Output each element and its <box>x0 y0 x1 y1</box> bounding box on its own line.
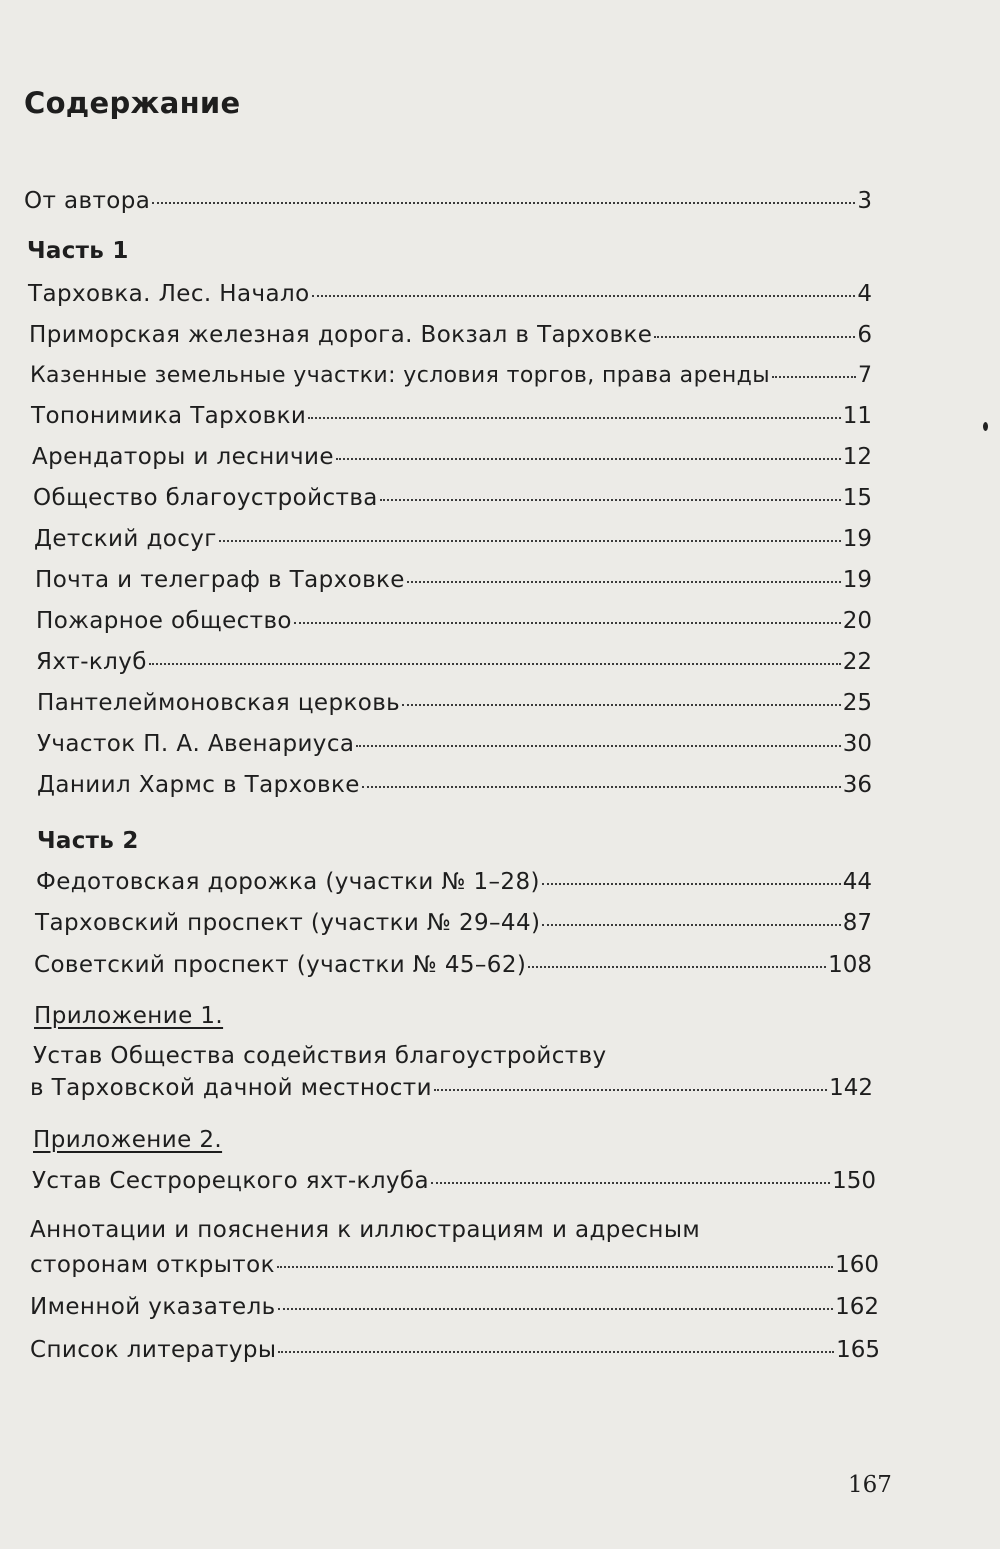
page-speck <box>983 422 988 431</box>
toc-entry-page: 36 <box>842 772 872 798</box>
toc-entry-page: 11 <box>842 403 872 429</box>
appendix1-heading: Приложение 1. <box>34 1003 224 1029</box>
toc-entry-page: 44 <box>842 869 872 895</box>
toc-entry-page: 162 <box>835 1294 879 1320</box>
toc-entry-label: в Тарховской дачной местности <box>30 1075 432 1101</box>
dot-leader <box>336 456 841 460</box>
toc-entry-page: 87 <box>842 910 872 936</box>
toc-entry <box>37 729 872 759</box>
toc-entry <box>31 401 872 431</box>
toc-entry-label: Топонимика Тарховки <box>31 403 307 429</box>
toc-entry-intro <box>24 186 872 216</box>
toc-entry-label: Даниил Хармс в Тарховке <box>37 772 360 798</box>
toc-entry-label: Общество благоустройства <box>33 485 378 511</box>
toc-entry-page: 142 <box>829 1075 873 1101</box>
toc-entry-annotations <box>30 1250 879 1280</box>
dot-leader <box>362 784 841 788</box>
toc-entry-label: Тарховский проспект (участки № 29–44) <box>35 910 541 936</box>
dot-leader <box>278 1306 833 1310</box>
dot-leader <box>434 1087 827 1091</box>
toc-entry-page: 165 <box>836 1337 880 1363</box>
toc-entry-label: Арендаторы и лесничие <box>32 444 334 470</box>
part1-heading: Часть 1 <box>27 238 129 264</box>
dot-leader <box>542 881 841 885</box>
dot-leader <box>431 1180 830 1184</box>
toc-entry-label: Федотовская дорожка (участки № 1–28) <box>36 869 540 895</box>
toc-entry-page: 20 <box>842 608 872 634</box>
toc-entry-label: Детский досуг <box>34 526 217 552</box>
toc-entry <box>37 770 872 800</box>
toc-entry-page: 22 <box>842 649 872 675</box>
toc-entry <box>36 647 872 677</box>
toc-entry-label: Участок П. А. Авенариуса <box>37 731 355 757</box>
toc-entry <box>29 320 872 350</box>
dot-leader <box>407 579 841 583</box>
toc-entry <box>30 361 872 391</box>
toc-entry <box>37 688 872 718</box>
dot-leader <box>277 1264 833 1268</box>
toc-entry <box>36 867 872 897</box>
toc-entry-page: 30 <box>842 731 872 757</box>
toc-entry-page: 19 <box>842 526 872 552</box>
dot-leader <box>312 293 856 297</box>
toc-entry-bibliography <box>30 1335 880 1365</box>
page-title: Содержание <box>24 86 241 120</box>
dot-leader <box>149 661 841 665</box>
dot-leader <box>152 200 855 204</box>
toc-entry-label: сторонам открыток <box>30 1252 275 1278</box>
toc-entry-page: 108 <box>828 952 872 978</box>
toc-entry-label: Пожарное общество <box>36 608 292 634</box>
dot-leader <box>356 743 840 747</box>
toc-entry-page: 4 <box>857 281 872 307</box>
toc-entry <box>28 279 872 309</box>
toc-entry-page: 25 <box>842 690 872 716</box>
annotations-line1: Аннотации и пояснения к иллюстрациям и адресным <box>30 1217 701 1243</box>
toc-entry-page: 7 <box>858 363 872 388</box>
toc-entry-page: 160 <box>835 1252 879 1278</box>
dot-leader <box>294 620 841 624</box>
dot-leader <box>654 334 855 338</box>
toc-entry-label: Казенные земельные участки: условия торгов, права аренды <box>30 363 771 388</box>
part2-heading: Часть 2 <box>37 828 139 854</box>
page-number: 167 <box>848 1472 892 1498</box>
dot-leader <box>542 922 840 926</box>
appendix2-heading: Приложение 2. <box>33 1127 223 1153</box>
toc-entry-page: 150 <box>832 1168 876 1194</box>
toc-entry <box>35 908 872 938</box>
toc-entry-name-index <box>30 1292 879 1322</box>
toc-entry-label: Яхт-клуб <box>36 649 147 675</box>
dot-leader <box>772 374 856 378</box>
appendix1-line1: Устав Общества содействия благоустройству <box>33 1043 607 1069</box>
toc-entry-label: От автора <box>24 188 151 214</box>
toc-entry <box>34 524 872 554</box>
toc-entry-label: Устав Сестрорецкого яхт-клуба <box>32 1168 430 1194</box>
toc-entry-label: Почта и телеграф в Тарховке <box>35 567 405 593</box>
dot-leader <box>308 415 840 419</box>
toc-entry-page: 6 <box>857 322 872 348</box>
toc-entry <box>33 483 872 513</box>
toc-entry-page: 3 <box>857 188 872 214</box>
toc-entry-label: Советский проспект (участки № 45–62) <box>34 952 527 978</box>
toc-entry <box>34 950 872 980</box>
toc-entry-appendix2 <box>32 1166 876 1196</box>
dot-leader <box>219 538 841 542</box>
toc-entry-label: Тарховка. Лес. Начало <box>28 281 310 307</box>
toc-entry-label: Приморская железная дорога. Вокзал в Тарховке <box>29 322 653 348</box>
toc-entry <box>36 606 872 636</box>
dot-leader <box>380 497 841 501</box>
dot-leader <box>278 1349 834 1353</box>
dot-leader <box>528 964 826 968</box>
toc-entry-page: 15 <box>842 485 872 511</box>
dot-leader <box>402 702 841 706</box>
toc-entry-page: 12 <box>842 444 872 470</box>
toc-entry <box>32 442 872 472</box>
toc-entry-label: Пантелеймоновская церковь <box>37 690 401 716</box>
toc-entry-label: Именной указатель <box>30 1294 276 1320</box>
toc-entry-page: 19 <box>842 567 872 593</box>
toc-entry <box>35 565 872 595</box>
toc-entry-label: Список литературы <box>30 1337 277 1363</box>
toc-entry-appendix1 <box>30 1073 873 1103</box>
